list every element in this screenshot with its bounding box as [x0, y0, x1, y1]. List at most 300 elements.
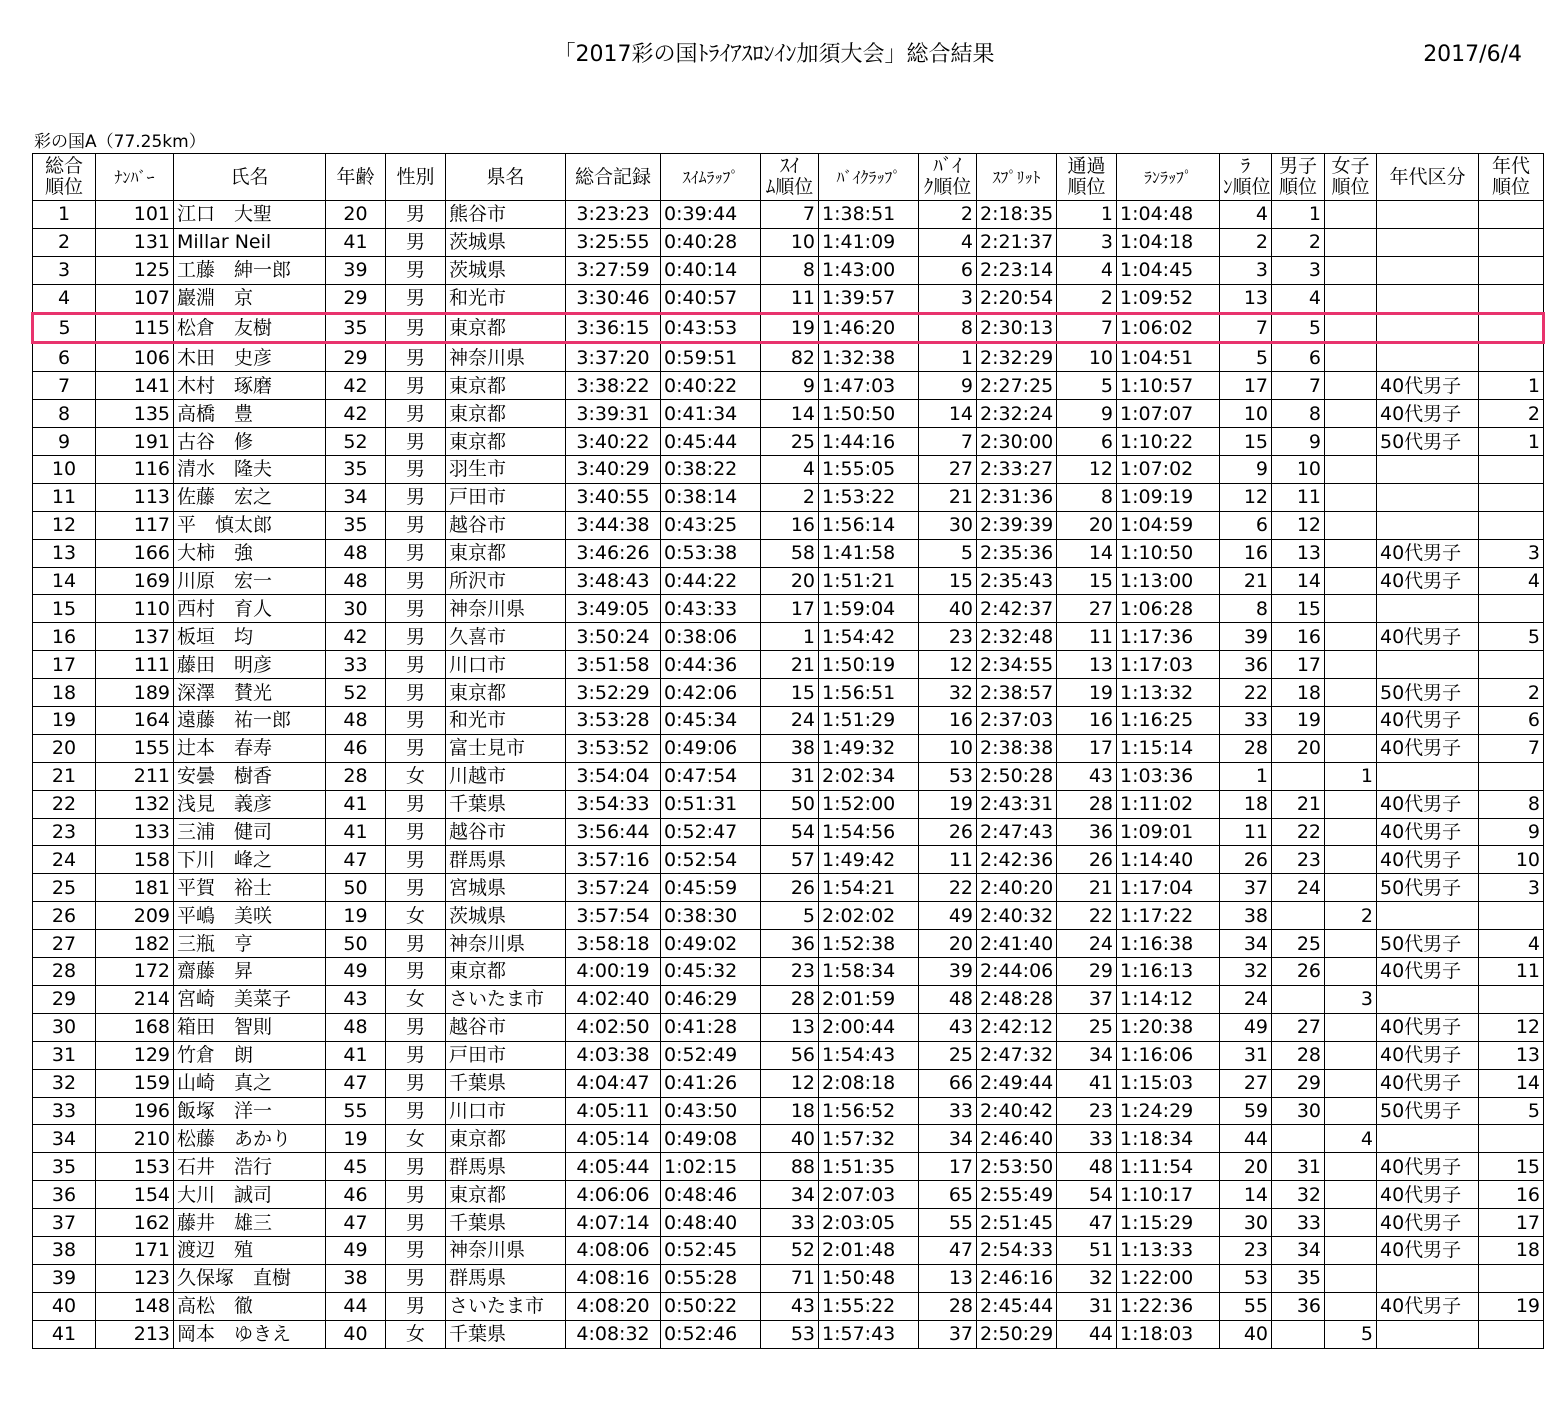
total-time-cell: 3:57:16	[566, 846, 661, 874]
bike-lap-cell: 2:02:02	[819, 902, 919, 930]
male-rank-cell: 6	[1272, 343, 1325, 372]
split-time-cell: 2:32:48	[977, 623, 1057, 651]
female-rank-cell	[1325, 1013, 1377, 1041]
pass-rank-cell: 21	[1057, 874, 1117, 902]
age-cell: 33	[326, 651, 386, 679]
pass-rank-cell: 47	[1057, 1209, 1117, 1237]
athlete-name-cell: 宮崎 美菜子	[174, 985, 326, 1013]
swim-lap-cell: 0:45:59	[661, 874, 761, 902]
overall-rank-cell: 11	[33, 483, 96, 511]
athlete-name-cell: 齋藤 昇	[174, 958, 326, 986]
column-header: ﾊﾞｲ ｸ順位	[919, 154, 977, 201]
total-time-cell: 3:27:59	[566, 256, 661, 284]
age-group-rank-cell: 8	[1479, 790, 1544, 818]
bike-lap-cell: 1:56:51	[819, 679, 919, 707]
pass-rank-cell: 36	[1057, 818, 1117, 846]
table-row	[33, 707, 1544, 735]
swim-rank-cell: 57	[761, 846, 819, 874]
age-group-cell: 50代男子	[1377, 428, 1479, 456]
athlete-name-cell: 藤田 明彦	[174, 651, 326, 679]
age-group-rank-cell: 15	[1479, 1153, 1544, 1181]
table-row	[33, 511, 1544, 539]
swim-lap-cell: 0:46:29	[661, 985, 761, 1013]
table-row	[33, 790, 1544, 818]
female-rank-cell: 4	[1325, 1125, 1377, 1153]
table-row	[33, 1069, 1544, 1097]
table-row	[33, 985, 1544, 1013]
gender-cell: 男	[386, 595, 446, 623]
pass-rank-cell: 11	[1057, 623, 1117, 651]
run-rank-cell: 15	[1220, 428, 1272, 456]
bike-lap-cell: 1:39:57	[819, 284, 919, 313]
swim-rank-cell: 88	[761, 1153, 819, 1181]
run-rank-cell: 30	[1220, 1209, 1272, 1237]
athlete-name-cell: 渡辺 殖	[174, 1236, 326, 1264]
overall-rank-cell: 27	[33, 930, 96, 958]
column-header: ﾗ ﾝ順位	[1220, 154, 1272, 201]
age-group-cell	[1377, 1264, 1479, 1292]
age-group-rank-cell: 3	[1479, 539, 1544, 567]
age-group-rank-cell: 14	[1479, 1069, 1544, 1097]
bib-number-cell: 141	[96, 372, 174, 400]
total-time-cell: 3:52:29	[566, 679, 661, 707]
athlete-name-cell: 松藤 あかり	[174, 1125, 326, 1153]
split-time-cell: 2:35:36	[977, 539, 1057, 567]
prefecture-cell: 神奈川県	[446, 1236, 566, 1264]
overall-rank-cell: 29	[33, 985, 96, 1013]
overall-rank-cell: 12	[33, 511, 96, 539]
bike-lap-cell: 1:55:22	[819, 1292, 919, 1320]
athlete-name-cell: 大柿 強	[174, 539, 326, 567]
column-header: 氏名	[174, 154, 326, 201]
swim-lap-cell: 0:53:38	[661, 539, 761, 567]
athlete-name-cell: Millar Neil	[174, 228, 326, 256]
swim-lap-cell: 0:48:46	[661, 1181, 761, 1209]
run-rank-cell: 2	[1220, 228, 1272, 256]
prefecture-cell: 神奈川県	[446, 930, 566, 958]
female-rank-cell	[1325, 958, 1377, 986]
pass-rank-cell: 15	[1057, 567, 1117, 595]
male-rank-cell: 10	[1272, 456, 1325, 484]
table-row	[33, 623, 1544, 651]
overall-rank-cell: 20	[33, 734, 96, 762]
swim-lap-cell: 0:38:22	[661, 456, 761, 484]
run-lap-cell: 1:22:36	[1117, 1292, 1220, 1320]
swim-rank-cell: 8	[761, 256, 819, 284]
bike-rank-cell: 20	[919, 930, 977, 958]
bike-rank-cell: 32	[919, 679, 977, 707]
male-rank-cell	[1272, 985, 1325, 1013]
table-row	[33, 595, 1544, 623]
bib-number-cell: 110	[96, 595, 174, 623]
female-rank-cell	[1325, 313, 1377, 343]
female-rank-cell	[1325, 1264, 1377, 1292]
swim-rank-cell: 14	[761, 400, 819, 428]
swim-rank-cell: 12	[761, 1069, 819, 1097]
athlete-name-cell: 竹倉 朗	[174, 1041, 326, 1069]
swim-rank-cell: 50	[761, 790, 819, 818]
age-group-cell: 40代男子	[1377, 1236, 1479, 1264]
bib-number-cell: 115	[96, 313, 174, 343]
gender-cell: 男	[386, 1097, 446, 1125]
overall-rank-cell: 2	[33, 228, 96, 256]
total-time-cell: 3:54:04	[566, 762, 661, 790]
total-time-cell: 4:08:16	[566, 1264, 661, 1292]
split-time-cell: 2:21:37	[977, 228, 1057, 256]
pass-rank-cell: 1	[1057, 201, 1117, 229]
pass-rank-cell: 25	[1057, 1013, 1117, 1041]
run-lap-cell: 1:10:57	[1117, 372, 1220, 400]
bike-lap-cell: 1:57:32	[819, 1125, 919, 1153]
prefecture-cell: 東京都	[446, 679, 566, 707]
gender-cell: 男	[386, 874, 446, 902]
bike-lap-cell: 1:52:38	[819, 930, 919, 958]
prefecture-cell: 千葉県	[446, 1209, 566, 1237]
age-group-rank-cell	[1479, 483, 1544, 511]
female-rank-cell	[1325, 1209, 1377, 1237]
split-time-cell: 2:44:06	[977, 958, 1057, 986]
pass-rank-cell: 43	[1057, 762, 1117, 790]
table-row	[33, 1153, 1544, 1181]
male-rank-cell: 28	[1272, 1041, 1325, 1069]
male-rank-cell: 7	[1272, 372, 1325, 400]
age-cell: 52	[326, 679, 386, 707]
overall-rank-cell: 37	[33, 1209, 96, 1237]
age-group-cell: 40代男子	[1377, 790, 1479, 818]
overall-rank-cell: 26	[33, 902, 96, 930]
table-row	[33, 428, 1544, 456]
swim-rank-cell: 2	[761, 483, 819, 511]
age-group-rank-cell	[1479, 985, 1544, 1013]
prefecture-cell: 東京都	[446, 400, 566, 428]
run-rank-cell: 11	[1220, 818, 1272, 846]
total-time-cell: 4:02:40	[566, 985, 661, 1013]
prefecture-cell: 東京都	[446, 428, 566, 456]
pass-rank-cell: 16	[1057, 707, 1117, 735]
female-rank-cell	[1325, 428, 1377, 456]
female-rank-cell	[1325, 511, 1377, 539]
bike-rank-cell: 40	[919, 595, 977, 623]
bike-rank-cell: 34	[919, 1125, 977, 1153]
table-row	[33, 902, 1544, 930]
gender-cell: 男	[386, 818, 446, 846]
pass-rank-cell: 7	[1057, 313, 1117, 343]
table-row	[33, 846, 1544, 874]
gender-cell: 男	[386, 201, 446, 229]
run-rank-cell: 21	[1220, 567, 1272, 595]
athlete-name-cell: 飯塚 洋一	[174, 1097, 326, 1125]
bike-rank-cell: 37	[919, 1320, 977, 1348]
overall-rank-cell: 13	[33, 539, 96, 567]
athlete-name-cell: 藤井 雄三	[174, 1209, 326, 1237]
male-rank-cell: 2	[1272, 228, 1325, 256]
overall-rank-cell: 22	[33, 790, 96, 818]
gender-cell: 男	[386, 1041, 446, 1069]
table-row	[33, 1125, 1544, 1153]
gender-cell: 男	[386, 483, 446, 511]
prefecture-cell: さいたま市	[446, 1292, 566, 1320]
bib-number-cell: 133	[96, 818, 174, 846]
split-time-cell: 2:47:32	[977, 1041, 1057, 1069]
age-group-cell	[1377, 595, 1479, 623]
prefecture-cell: 群馬県	[446, 1264, 566, 1292]
swim-rank-cell: 24	[761, 707, 819, 735]
run-lap-cell: 1:04:59	[1117, 511, 1220, 539]
gender-cell: 男	[386, 456, 446, 484]
run-lap-cell: 1:11:54	[1117, 1153, 1220, 1181]
athlete-name-cell: 大川 誠司	[174, 1181, 326, 1209]
male-rank-cell: 31	[1272, 1153, 1325, 1181]
run-lap-cell: 1:22:00	[1117, 1264, 1220, 1292]
prefecture-cell: 久喜市	[446, 623, 566, 651]
overall-rank-cell: 30	[33, 1013, 96, 1041]
athlete-name-cell: 岡本 ゆきえ	[174, 1320, 326, 1348]
swim-rank-cell: 21	[761, 651, 819, 679]
run-rank-cell: 20	[1220, 1153, 1272, 1181]
bike-lap-cell: 1:38:51	[819, 201, 919, 229]
age-cell: 41	[326, 818, 386, 846]
athlete-name-cell: 安曇 樹香	[174, 762, 326, 790]
age-cell: 49	[326, 1236, 386, 1264]
age-cell: 20	[326, 201, 386, 229]
bike-rank-cell: 21	[919, 483, 977, 511]
bike-rank-cell: 17	[919, 1153, 977, 1181]
female-rank-cell	[1325, 1069, 1377, 1097]
bike-rank-cell: 6	[919, 256, 977, 284]
overall-rank-cell: 19	[33, 707, 96, 735]
swim-rank-cell: 52	[761, 1236, 819, 1264]
bike-rank-cell: 22	[919, 874, 977, 902]
prefecture-cell: 東京都	[446, 313, 566, 343]
age-group-cell	[1377, 985, 1479, 1013]
bib-number-cell: 168	[96, 1013, 174, 1041]
overall-rank-cell: 36	[33, 1181, 96, 1209]
split-time-cell: 2:39:39	[977, 511, 1057, 539]
bike-rank-cell: 4	[919, 228, 977, 256]
overall-rank-cell: 28	[33, 958, 96, 986]
age-group-rank-cell	[1479, 284, 1544, 313]
table-row	[33, 567, 1544, 595]
table-row	[33, 1320, 1544, 1348]
male-rank-cell: 32	[1272, 1181, 1325, 1209]
bike-lap-cell: 1:51:35	[819, 1153, 919, 1181]
athlete-name-cell: 平賀 裕士	[174, 874, 326, 902]
bib-number-cell: 107	[96, 284, 174, 313]
pass-rank-cell: 3	[1057, 228, 1117, 256]
male-rank-cell: 34	[1272, 1236, 1325, 1264]
split-time-cell: 2:49:44	[977, 1069, 1057, 1097]
bike-lap-cell: 1:46:20	[819, 313, 919, 343]
prefecture-cell: 東京都	[446, 958, 566, 986]
pass-rank-cell: 41	[1057, 1069, 1117, 1097]
gender-cell: 男	[386, 623, 446, 651]
swim-rank-cell: 43	[761, 1292, 819, 1320]
prefecture-cell: 茨城県	[446, 256, 566, 284]
age-cell: 35	[326, 511, 386, 539]
total-time-cell: 4:05:11	[566, 1097, 661, 1125]
bike-lap-cell: 2:07:03	[819, 1181, 919, 1209]
swim-lap-cell: 0:38:06	[661, 623, 761, 651]
prefecture-cell: 東京都	[446, 539, 566, 567]
bike-rank-cell: 47	[919, 1236, 977, 1264]
male-rank-cell: 21	[1272, 790, 1325, 818]
run-rank-cell: 40	[1220, 1320, 1272, 1348]
column-header: 年代区分	[1377, 154, 1479, 201]
table-row	[33, 201, 1544, 229]
category-label: 彩の国A（77.25km）	[34, 132, 206, 152]
run-rank-cell: 31	[1220, 1041, 1272, 1069]
overall-rank-cell: 23	[33, 818, 96, 846]
run-rank-cell: 6	[1220, 511, 1272, 539]
run-lap-cell: 1:09:01	[1117, 818, 1220, 846]
run-lap-cell: 1:13:00	[1117, 567, 1220, 595]
bike-rank-cell: 49	[919, 902, 977, 930]
bike-lap-cell: 1:56:52	[819, 1097, 919, 1125]
prefecture-cell: 宮城県	[446, 874, 566, 902]
male-rank-cell: 9	[1272, 428, 1325, 456]
pass-rank-cell: 26	[1057, 846, 1117, 874]
total-time-cell: 3:40:29	[566, 456, 661, 484]
athlete-name-cell: 古谷 修	[174, 428, 326, 456]
male-rank-cell: 29	[1272, 1069, 1325, 1097]
female-rank-cell	[1325, 372, 1377, 400]
bike-lap-cell: 1:59:04	[819, 595, 919, 623]
male-rank-cell	[1272, 1125, 1325, 1153]
swim-rank-cell: 23	[761, 958, 819, 986]
swim-rank-cell: 34	[761, 1181, 819, 1209]
run-lap-cell: 1:16:25	[1117, 707, 1220, 735]
prefecture-cell: 富士見市	[446, 734, 566, 762]
total-time-cell: 3:57:24	[566, 874, 661, 902]
total-time-cell: 4:03:38	[566, 1041, 661, 1069]
swim-lap-cell: 0:40:22	[661, 372, 761, 400]
table-row	[33, 651, 1544, 679]
athlete-name-cell: 久保塚 直樹	[174, 1264, 326, 1292]
swim-lap-cell: 0:43:25	[661, 511, 761, 539]
athlete-name-cell: 遠藤 祐一郎	[174, 707, 326, 735]
age-group-cell	[1377, 456, 1479, 484]
run-lap-cell: 1:10:17	[1117, 1181, 1220, 1209]
total-time-cell: 3:38:22	[566, 372, 661, 400]
age-group-rank-cell: 2	[1479, 679, 1544, 707]
pass-rank-cell: 54	[1057, 1181, 1117, 1209]
gender-cell: 男	[386, 1181, 446, 1209]
prefecture-cell: 所沢市	[446, 567, 566, 595]
bib-number-cell: 106	[96, 343, 174, 372]
bib-number-cell: 209	[96, 902, 174, 930]
bike-rank-cell: 53	[919, 762, 977, 790]
age-cell: 35	[326, 456, 386, 484]
overall-rank-cell: 41	[33, 1320, 96, 1348]
age-group-cell: 40代男子	[1377, 1181, 1479, 1209]
age-cell: 41	[326, 790, 386, 818]
age-group-rank-cell: 11	[1479, 958, 1544, 986]
overall-rank-cell: 6	[33, 343, 96, 372]
swim-lap-cell: 0:38:14	[661, 483, 761, 511]
prefecture-cell: さいたま市	[446, 985, 566, 1013]
age-group-rank-cell: 4	[1479, 567, 1544, 595]
split-time-cell: 2:50:29	[977, 1320, 1057, 1348]
table-row	[33, 483, 1544, 511]
run-lap-cell: 1:13:33	[1117, 1236, 1220, 1264]
table-header-row	[33, 154, 1544, 201]
total-time-cell: 3:30:46	[566, 284, 661, 313]
age-cell: 46	[326, 734, 386, 762]
total-time-cell: 3:25:55	[566, 228, 661, 256]
bike-rank-cell: 16	[919, 707, 977, 735]
table-row	[33, 372, 1544, 400]
swim-rank-cell: 56	[761, 1041, 819, 1069]
swim-rank-cell: 33	[761, 1209, 819, 1237]
gender-cell: 男	[386, 228, 446, 256]
run-lap-cell: 1:16:13	[1117, 958, 1220, 986]
male-rank-cell: 36	[1272, 1292, 1325, 1320]
swim-rank-cell: 25	[761, 428, 819, 456]
bib-number-cell: 137	[96, 623, 174, 651]
male-rank-cell: 22	[1272, 818, 1325, 846]
split-time-cell: 2:33:27	[977, 456, 1057, 484]
athlete-name-cell: 松倉 友樹	[174, 313, 326, 343]
female-rank-cell: 1	[1325, 762, 1377, 790]
gender-cell: 男	[386, 790, 446, 818]
athlete-name-cell: 辻本 春寿	[174, 734, 326, 762]
bib-number-cell: 116	[96, 456, 174, 484]
column-header: ﾗﾝﾗｯﾌﾟ	[1117, 154, 1220, 201]
age-group-rank-cell	[1479, 595, 1544, 623]
gender-cell: 男	[386, 284, 446, 313]
bib-number-cell: 154	[96, 1181, 174, 1209]
bib-number-cell: 189	[96, 679, 174, 707]
run-rank-cell: 33	[1220, 707, 1272, 735]
gender-cell: 男	[386, 679, 446, 707]
run-rank-cell: 7	[1220, 313, 1272, 343]
athlete-name-cell: 平嶋 美咲	[174, 902, 326, 930]
bike-rank-cell: 14	[919, 400, 977, 428]
run-lap-cell: 1:06:02	[1117, 313, 1220, 343]
bike-lap-cell: 1:41:58	[819, 539, 919, 567]
bike-lap-cell: 1:44:16	[819, 428, 919, 456]
gender-cell: 男	[386, 1069, 446, 1097]
bib-number-cell: 210	[96, 1125, 174, 1153]
gender-cell: 男	[386, 1013, 446, 1041]
athlete-name-cell: 木村 琢磨	[174, 372, 326, 400]
pass-rank-cell: 10	[1057, 343, 1117, 372]
athlete-name-cell: 佐藤 宏之	[174, 483, 326, 511]
gender-cell: 男	[386, 256, 446, 284]
age-group-cell: 50代男子	[1377, 874, 1479, 902]
run-rank-cell: 27	[1220, 1069, 1272, 1097]
run-rank-cell: 10	[1220, 400, 1272, 428]
age-group-cell: 40代男子	[1377, 1209, 1479, 1237]
pass-rank-cell: 2	[1057, 284, 1117, 313]
total-time-cell: 3:46:26	[566, 539, 661, 567]
column-header: ｽｲﾑﾗｯﾌﾟ	[661, 154, 761, 201]
bib-number-cell: 117	[96, 511, 174, 539]
bike-lap-cell: 1:57:43	[819, 1320, 919, 1348]
female-rank-cell	[1325, 201, 1377, 229]
bike-rank-cell: 33	[919, 1097, 977, 1125]
age-group-rank-cell	[1479, 902, 1544, 930]
bike-rank-cell: 66	[919, 1069, 977, 1097]
split-time-cell: 2:38:57	[977, 679, 1057, 707]
female-rank-cell	[1325, 734, 1377, 762]
bib-number-cell: 181	[96, 874, 174, 902]
bike-lap-cell: 1:43:00	[819, 256, 919, 284]
swim-rank-cell: 53	[761, 1320, 819, 1348]
overall-rank-cell: 10	[33, 456, 96, 484]
swim-rank-cell: 7	[761, 201, 819, 229]
bike-lap-cell: 2:01:59	[819, 985, 919, 1013]
